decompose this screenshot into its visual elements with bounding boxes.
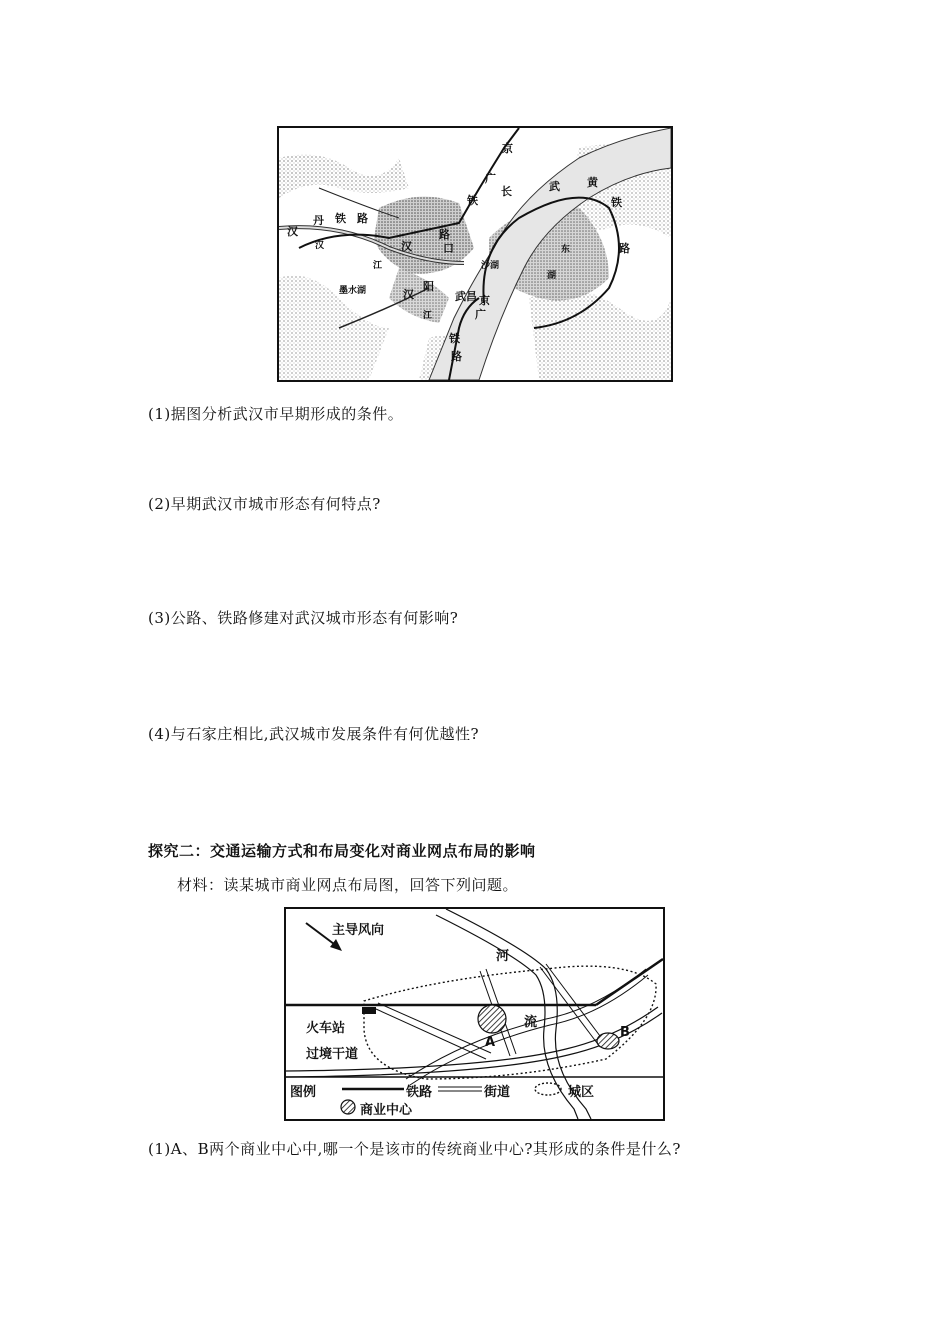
map1-label: 墨水湖	[339, 286, 367, 296]
map1-label: 江	[423, 311, 433, 321]
map1-label: 丹	[313, 214, 324, 227]
legend-street: 街道	[484, 1085, 511, 1100]
map1-label: 东	[561, 245, 571, 255]
map1-label: 湖	[547, 271, 557, 281]
map1-label: 路	[357, 212, 368, 225]
question-2: (2)早期武汉市城市形态有何特点?	[148, 495, 381, 513]
map1-label: 铁	[467, 194, 478, 207]
map1-label: 汉	[315, 241, 325, 251]
center-b-label: B	[620, 1025, 630, 1040]
legend-city: 城区	[568, 1085, 595, 1100]
question-4: (4)与石家庄相比,武汉城市发展条件有何优越性?	[148, 725, 480, 743]
map1-label: 长	[501, 185, 512, 198]
question-3: (3)公路、铁路修建对武汉城市形态有何影响?	[148, 609, 459, 627]
map1-label: 江	[373, 261, 383, 271]
map1-label: 口	[443, 242, 454, 255]
map1-label: 铁	[611, 196, 622, 209]
map1-label: 黄	[587, 176, 598, 189]
map1-label: 路	[451, 350, 462, 363]
commercial-map	[284, 907, 665, 1121]
section-heading: 探究二：交通运输方式和布局变化对商业网点布局的影响	[148, 842, 536, 860]
map1-label: 武昌	[455, 290, 477, 303]
legend-rail: 铁路	[406, 1085, 433, 1100]
map1-label: 汉	[401, 240, 412, 253]
map1-label: 广	[485, 172, 496, 185]
map1-label: 阳	[423, 280, 434, 293]
legend-title: 图例	[290, 1085, 317, 1100]
question-2-1: (1)A、B两个商业中心中,哪一个是该市的传统商业中心?其形成的条件是什么?	[148, 1140, 681, 1158]
material-text: 材料：读某城市商业网点布局图，回答下列问题。	[177, 876, 519, 894]
map1-label: 武	[549, 180, 560, 193]
river-label-he: 河	[496, 949, 510, 964]
commercial-map-drawing	[286, 909, 663, 1119]
wuhan-map-drawing	[279, 128, 671, 380]
question-1: (1)据图分析武汉市早期形成的条件。	[148, 405, 404, 423]
wind-label: 主导风向	[332, 923, 385, 938]
road-label: 过境干道	[306, 1047, 359, 1062]
map1-label: 路	[619, 242, 630, 255]
station-label: 火车站	[306, 1021, 346, 1036]
legend-center: 商业中心	[360, 1103, 413, 1118]
wuhan-map	[277, 126, 673, 382]
map1-label: 汉	[403, 288, 414, 301]
map1-label: 京	[502, 142, 513, 155]
map1-label: 汉	[287, 225, 298, 238]
map1-label: 铁	[449, 332, 460, 345]
map1-label: 铁	[335, 212, 346, 225]
map1-label: 沙湖	[481, 261, 500, 271]
map1-label: 路	[439, 228, 450, 241]
map1-label: 广	[475, 308, 486, 321]
center-a-label: A	[485, 1035, 496, 1050]
river-label-liu: 流	[524, 1015, 538, 1030]
map1-label: 京	[479, 294, 490, 307]
